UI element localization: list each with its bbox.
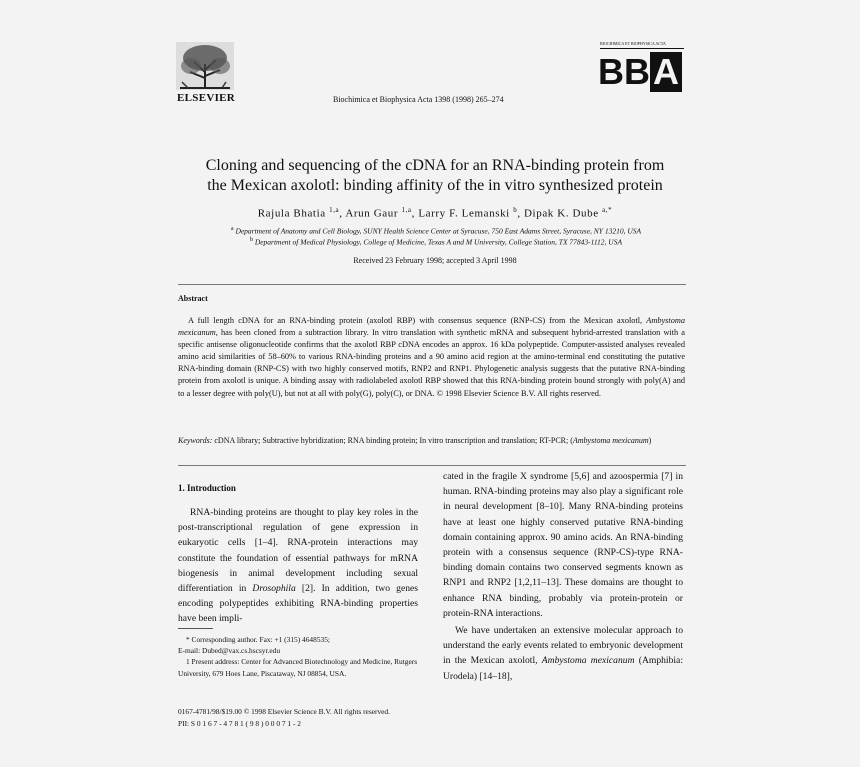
affiliation-text: Department of Anatomy and Cell Biology, SUNY Health Science Center at Syracuse, 750 East Adams Street, Syracuse, NY 13210, USA xyxy=(235,226,642,236)
author-name: Larry F. Lemanski xyxy=(418,207,510,220)
author-name: Rajula Bhatia xyxy=(257,207,326,220)
intro-left-column xyxy=(178,505,418,627)
intro-species: Drosophila xyxy=(252,583,296,595)
keywords-text: cDNA library; Subtractive hybridization; RNA binding protein; In vitro transcription and translation; RT-PCR; ( xyxy=(212,436,573,445)
publisher-name: ELSEVIER xyxy=(177,92,236,104)
keywords-close: ) xyxy=(648,436,652,445)
title-line-1: Cloning and sequencing of the cDNA for an RNA-binding protein from xyxy=(205,157,665,174)
keywords-label: Keywords: xyxy=(178,436,213,445)
footnotes xyxy=(178,634,418,679)
intro-text: We have undertaken an extensive molecular approach to understand the early events related to embryonic development in the Mexican axolotl, xyxy=(443,625,683,667)
author-affil-mark: 1,a xyxy=(401,206,412,214)
abstract-text: A full length cDNA for an RNA-binding protein (axolotl RBP) with consensus sequence (RNP-CS) from the Mexican axolotl, xyxy=(188,316,647,325)
divider-top xyxy=(178,284,686,285)
intro-text: (Amphibia: Urodela) [14–18], xyxy=(443,655,683,682)
abstract-species: Ambystoma mexicanum xyxy=(178,316,685,338)
bba-logo xyxy=(598,42,686,94)
intro-paragraph: cated in the fragile X syndrome [5,6] and azoospermia [7] in human. RNA-binding proteins may also play a significant role in neural development [8–10]. Many RNA-binding proteins have at least one highly conserved putative RNA-binding domain containing approx. 90 amino acids. An RNA-binding protein with a consensus sequence (RNP-CS)-type RNA-binding domain contains two conserved segments known as RNP1 and RNP2 [1,2,11–13]. These domains are thought to enhance RNA binding, probably via protein-protein or protein-RNA interactions. xyxy=(443,471,683,619)
affiliation-mark: a xyxy=(230,226,234,232)
bba-logo-top-text: BIOCHIMICA ET BIOPHYSICA ACTA xyxy=(600,42,666,46)
issn-block xyxy=(178,706,390,729)
pii-line: PII: S 0 1 6 7 - 4 7 8 1 ( 9 8 ) 0 0 0 7 1 - 2 xyxy=(178,718,301,728)
intro-paragraph xyxy=(178,505,418,627)
intro-right-column xyxy=(443,469,683,684)
bba-logo-rule xyxy=(600,48,684,49)
title-line-2: the Mexican axolotl: binding affinity of the in vitro synthesized protein xyxy=(207,177,663,194)
keywords xyxy=(178,435,685,447)
affiliation-b xyxy=(176,237,696,247)
intro-text: [2]. In addition, two genes encoding polypeptides exhibiting RNA-binding properties have been impli- xyxy=(178,583,418,625)
affiliation-a xyxy=(176,226,696,236)
author-affil-mark: a,* xyxy=(602,206,613,214)
divider-bottom xyxy=(178,465,686,466)
affiliation-mark: b xyxy=(249,237,253,243)
abstract-heading: Abstract xyxy=(178,294,208,303)
intro-paragraph xyxy=(443,623,683,684)
intro-text: RNA-binding proteins are thought to play key roles in the post-transcriptional regulation of gene expression in eukaryotic cells [1–4]. RNA-protein interactions may constitute the foundation of essential pathways for mRNA biogenesis in animal development including sexual differentiation in xyxy=(178,507,418,595)
affiliation-text: Department of Medical Physiology, College of Medicine, Texas A and M University, College Station, TX 77843-1112, USA xyxy=(254,237,623,247)
bba-letter-a: A xyxy=(650,52,682,92)
bba-letters-bb: BB xyxy=(598,51,650,92)
footnote-email: E-mail: Dubed@vax.cs.hscsyr.edu xyxy=(178,646,281,656)
author-affil-mark: 1,a xyxy=(329,206,340,214)
author-list: Rajula Bhatia $^{1,a}$, Arun Gaur $^{1,a}$, Larry F. Lemanski $^b$, Dipak K. Dube $^{a,*}$ xyxy=(257,206,613,220)
bba-logo-letters xyxy=(598,52,682,92)
journal-citation: Biochimica et Biophysica Acta 1398 (1998) 265–274 xyxy=(333,95,504,104)
received-dates: Received 23 February 1998; accepted 3 April 1998 xyxy=(353,256,517,265)
author-name: Dipak K. Dube xyxy=(524,207,599,220)
issn-line: 0167-4781/98/$19.00 © 1998 Elsevier Science B.V. All rights reserved. xyxy=(178,707,390,716)
footnote-present-address: 1 Present address: Center for Advanced Biotechnology and Medicine, Rutgers University, 679 Hoes Lane, Piscataway, NJ 08854, USA. xyxy=(178,657,418,678)
keywords-species: Ambystoma mexicanum xyxy=(572,436,649,445)
author-name: Arun Gaur xyxy=(345,207,399,220)
footnote-rule xyxy=(178,628,213,629)
abstract-body xyxy=(178,315,685,400)
intro-species: Ambystoma mexicanum xyxy=(541,655,635,667)
footnote-corresponding: * Corresponding author. Fax: +1 (315) 4648535; xyxy=(186,635,330,644)
abstract-text: , has been cloned from a subtraction library. In vitro translation with synthetic mRNA and subsequent hybrid-arrested translation with a specific antisense oligonucleotide confirms that the axolotl RBP cDNA encodes an approx. 16 kDa polypeptide. Computer-assisted analyses revealed amino acid similarities of 58–60% to various RNA-binding proteins and a 90 amino acid region at the amino-terminal end constituting the putative RNA-binding domain (RNP-CS) with two highly conserved motifs, RNP2 and RNP1. Phylogenetic analysis suggests that the putative RNA-binding protein from axolotl is unique. A binding assay with radiolabeled axolotl RBP showed that this RNA-binding protein bound strongly with poly(A) and to a lesser degree with poly(U), but not at all with poly(G), poly(C), or DNA. © 1998 Elsevier Science B.V. All rights reserved. xyxy=(178,328,685,398)
article-title xyxy=(170,156,700,196)
author-affil-mark: b xyxy=(513,206,518,214)
section-heading-introduction: 1. Introduction xyxy=(178,483,236,493)
